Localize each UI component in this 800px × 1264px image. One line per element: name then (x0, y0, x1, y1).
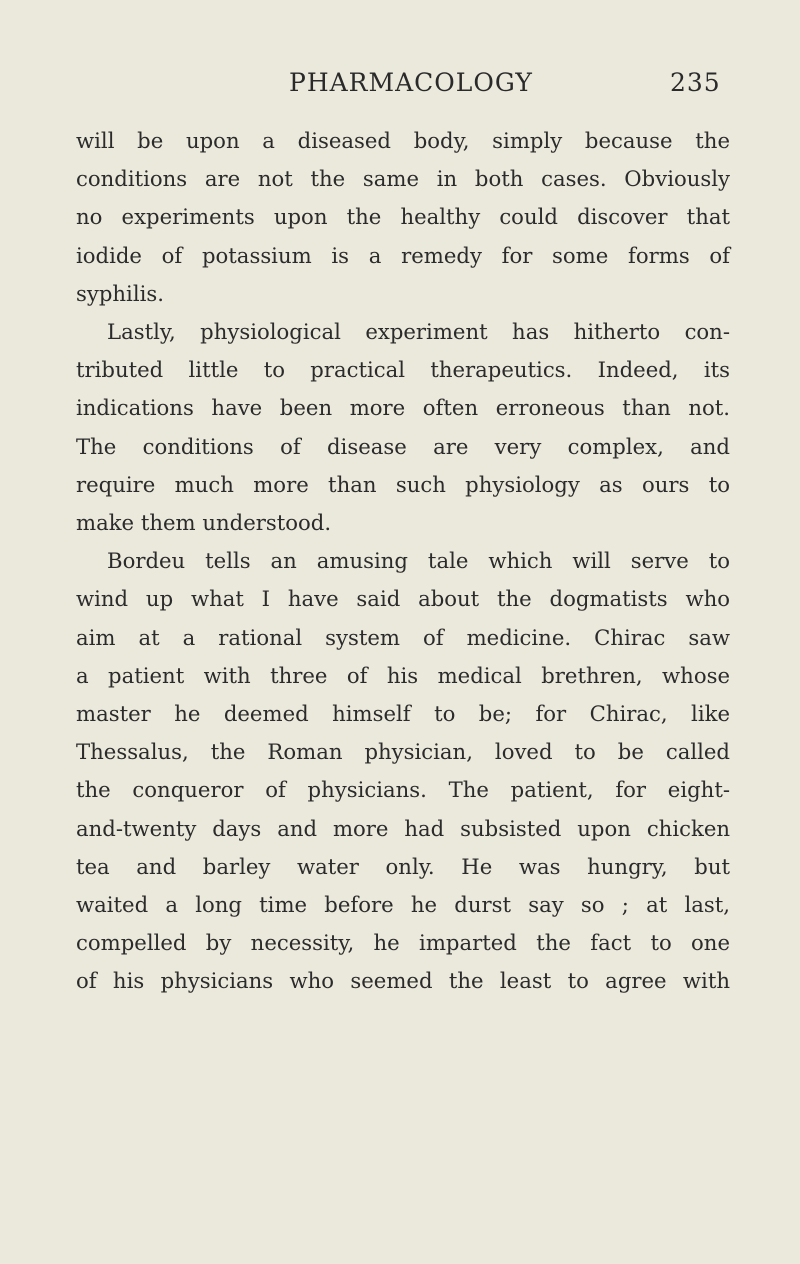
text-line: of his physicians who seemed the least to agree with (76, 968, 730, 994)
text-line: indications have been more often erroneous than not. (76, 395, 730, 421)
text-line: wind up what I have said about the dogmatists who (76, 586, 730, 612)
text-line: the conqueror of physicians. The patient, for eight- (76, 777, 730, 803)
text-line: iodide of potassium is a remedy for some forms of (76, 242, 730, 268)
text-line: and-twenty days and more had subsisted upon chicken (76, 815, 730, 841)
text-line: conditions are not the same in both cases. Obviously (76, 166, 730, 192)
text-line: will be upon a diseased body, simply because the (76, 128, 730, 153)
text-line: waited a long time before he durst say so ; at last, (76, 892, 730, 918)
text-line: Lastly, physiological experiment has hitherto con- (107, 319, 730, 345)
text-line: syphilis. (76, 280, 164, 306)
text-line: tea and barley water only. He was hungry, but (76, 853, 730, 879)
running-head: PHARMACOLOGY (289, 68, 533, 97)
text-line: make them understood. (76, 510, 332, 536)
page-number: 235 (670, 68, 721, 97)
text-line: compelled by necessity, he imparted the fact to one (76, 930, 730, 956)
text-line: Thessalus, the Roman physician, loved to be called (76, 739, 730, 765)
page-header (0, 68, 800, 108)
text-line: The conditions of disease are very complex, and (76, 433, 730, 459)
text-line: a patient with three of his medical brethren, whose (76, 662, 730, 688)
text-line: tributed little to practical therapeutics. Indeed, its (76, 357, 730, 383)
text-line: aim at a rational system of medicine. Chirac saw (76, 624, 730, 650)
text-line: require much more than such physiology as ours to (76, 471, 730, 497)
body-text (76, 122, 730, 1001)
text-line: no experiments upon the healthy could discover that (76, 204, 730, 230)
text-line: master he deemed himself to be; for Chirac, like (76, 701, 730, 727)
text-line: Bordeu tells an amusing tale which will serve to (107, 548, 730, 574)
